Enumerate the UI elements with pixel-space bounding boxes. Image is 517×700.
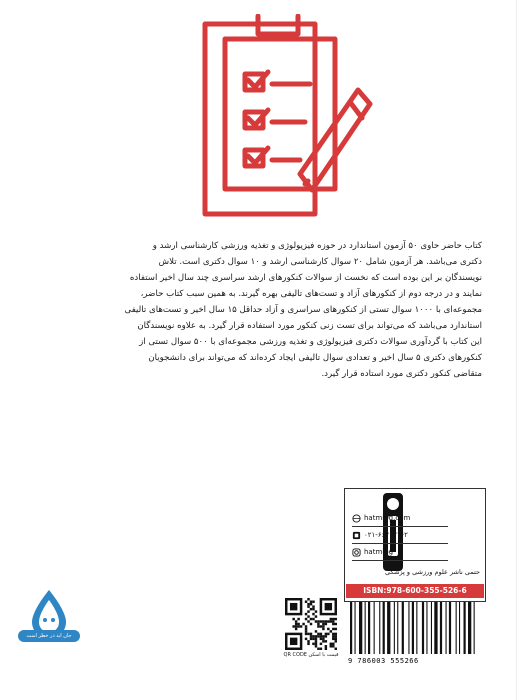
qr-module <box>307 603 309 605</box>
qr-module <box>310 623 312 625</box>
qr-module <box>310 608 312 610</box>
qr-module <box>320 620 322 622</box>
qr-module <box>325 645 327 647</box>
publisher-tagline: حتمی ناشر علوم ورزشی و پزشکی <box>385 568 480 576</box>
barcode-bar <box>474 602 475 654</box>
qr-module <box>307 605 309 607</box>
barcode-bar <box>397 602 398 654</box>
qr-module <box>317 648 319 650</box>
qr-module <box>335 628 337 630</box>
qr-module <box>332 638 334 640</box>
phone-row <box>352 527 448 544</box>
qr-module <box>332 645 334 647</box>
qr-module <box>327 633 329 635</box>
qr-module <box>325 633 327 635</box>
barcode-bar <box>402 602 404 654</box>
qr-module <box>317 625 319 627</box>
qr-module <box>335 648 337 650</box>
qr-module <box>307 598 309 600</box>
qr-module <box>330 643 332 645</box>
barcode-bar <box>359 602 362 654</box>
barcode-bar <box>387 602 390 654</box>
qr-module <box>312 605 314 607</box>
qr-module <box>312 643 314 645</box>
description-line: متقاضی کنکور دکتری مورد استاده قرار گیرد. <box>321 369 482 379</box>
qr-module <box>322 625 324 627</box>
book-description <box>36 238 482 382</box>
qr-module <box>312 608 314 610</box>
qr-module <box>332 618 334 620</box>
qr-module <box>295 620 297 622</box>
barcode-bar <box>350 602 352 654</box>
qr-module <box>307 643 309 645</box>
qr-module <box>320 648 322 650</box>
qr-module <box>305 600 307 602</box>
website-text: hatmipg.com <box>364 514 411 522</box>
qr-module <box>297 625 299 627</box>
website-row <box>352 510 448 527</box>
instagram-row <box>352 544 448 561</box>
qr-module <box>335 640 337 642</box>
qr-module <box>330 645 332 647</box>
qr-module <box>335 618 337 620</box>
qr-module <box>332 635 334 637</box>
qr-module <box>315 615 317 617</box>
qr-module <box>292 625 294 627</box>
qr-module <box>307 640 309 642</box>
barcode-bar <box>459 602 460 654</box>
barcode-bar <box>416 602 417 654</box>
qr-module <box>310 635 312 637</box>
barcode-bar <box>431 602 432 654</box>
qr-module <box>315 620 317 622</box>
qr-module <box>325 620 327 622</box>
qr-module <box>322 623 324 625</box>
qr-module <box>290 603 297 610</box>
barcode-bar <box>365 602 366 654</box>
barcode-bar <box>440 602 442 654</box>
barcode-bar <box>383 602 385 654</box>
phone-icon <box>352 531 361 540</box>
qr-module <box>312 600 314 602</box>
barcode-bar <box>456 602 457 654</box>
barcode-bar <box>394 602 395 654</box>
qr-module <box>335 635 337 637</box>
qr-module <box>322 638 324 640</box>
qr-module <box>315 643 317 645</box>
qr-module <box>330 630 332 632</box>
qr-module <box>305 630 307 632</box>
qr-module <box>320 633 322 635</box>
checklist-pencil-icon <box>200 14 380 219</box>
qr-module <box>335 633 337 635</box>
qr-module <box>332 628 334 630</box>
barcode-bar <box>374 602 375 654</box>
qr-module <box>325 648 327 650</box>
barcode-number: 9 786003 555266 <box>348 657 419 665</box>
barcode-bar <box>379 602 380 654</box>
qr-module <box>310 600 312 602</box>
barcode-bar <box>408 602 409 654</box>
qr-module <box>307 615 309 617</box>
qr-module <box>305 618 307 620</box>
qr-module <box>315 640 317 642</box>
qr-module <box>320 625 322 627</box>
description-line: نویسندگان بر این بوده است که نخست از سوالات کنکورهای ارشد سراسری چند سال اخیر استفاده <box>129 273 482 283</box>
qr-module <box>297 618 299 620</box>
qr-module <box>327 628 329 630</box>
qr-module <box>320 638 322 640</box>
barcode-bar <box>368 602 370 654</box>
qr-module <box>305 633 307 635</box>
qr-module <box>335 638 337 640</box>
qr-module <box>325 603 332 610</box>
description-line: کنکورهای دکتری ۵ سال اخیر و تعدادی سوال تالیفی ایجاد کرده‌اند که می‌تواند برای دانشجویان <box>148 353 482 363</box>
qr-module <box>295 625 297 627</box>
barcode-bar <box>449 602 451 654</box>
qr-module <box>320 643 322 645</box>
qr-module <box>317 620 319 622</box>
qr-module <box>332 633 334 635</box>
qr-module <box>317 635 319 637</box>
qr-module <box>322 640 324 642</box>
description-line: این کتاب با گردآوری سوالات دکتری فیزیولوژی و تغذیه ورزشی مجموعه‌ای با ۵۰۰ سوال تستی از <box>139 337 482 347</box>
qr-module <box>315 645 317 647</box>
qr-module <box>332 623 334 625</box>
instagram-text: hatmipg <box>364 548 394 556</box>
description-line: استاندارد می‌باشد که می‌تواند برای تست زنی کنکور مورد استفاده قرار گیرد. به علاوه نویسندگان <box>137 321 482 331</box>
qr-module <box>315 638 317 640</box>
qr-caption: قیمت با اسکن QR CODE <box>283 652 339 658</box>
barcode-bar <box>464 602 466 654</box>
phone-text: ۰۲۱-۶۶۴۰۳۱۶۲ <box>364 531 408 539</box>
qr-module <box>315 635 317 637</box>
qr-code[interactable] <box>285 598 337 650</box>
qr-module <box>295 623 297 625</box>
barcode-bar <box>446 602 447 654</box>
qr-module <box>310 618 312 620</box>
qr-module <box>332 620 334 622</box>
qr-module <box>322 620 324 622</box>
qr-module <box>320 635 322 637</box>
qr-module <box>297 623 299 625</box>
qr-module <box>310 633 312 635</box>
description-line: نمایند و در درجه دوم از کنکورهای آزاد و تست‌های تالیفی بهره گیرند. به همین سبب کتاب حاضر، <box>140 289 482 299</box>
description-line: مجموعه‌ای با ۱۰۰۰ سوال تستی از کنکورهای سراسری و آزاد حداقل ۱۵ سال اخیر و تست‌های تالیفی <box>124 305 482 315</box>
qr-module <box>335 623 337 625</box>
description-line: دکتری می‌باشد. هر آزمون شامل ۲۰ سوال کارشناسی ارشد و ۱۰ سوال دکتری است. تلاش <box>158 257 482 267</box>
badge-label: جان ابد در خطر است <box>18 630 80 642</box>
qr-module <box>330 620 332 622</box>
description-line: کتاب حاضر حاوی ۵۰ آزمون استاندارد در حوزه فیزیولوژی و تغذیه ورزشی کارشناسی ارشد و <box>152 241 482 251</box>
qr-module <box>330 618 332 620</box>
qr-module <box>310 603 312 605</box>
qr-module <box>312 613 314 615</box>
barcode-bar <box>355 602 356 654</box>
barcode-bar <box>468 602 471 654</box>
qr-module <box>325 640 327 642</box>
globe-icon <box>352 514 361 523</box>
barcode-bar <box>412 602 414 654</box>
isbn-label: ISBN:978-600-355-526-6 <box>346 584 484 598</box>
qr-module <box>312 618 314 620</box>
barcode-bar <box>434 602 437 654</box>
qr-module <box>315 630 317 632</box>
qr-module <box>312 635 314 637</box>
publisher-contact <box>352 510 448 561</box>
qr-module <box>305 638 307 640</box>
qr-module <box>332 643 334 645</box>
qr-module <box>325 623 327 625</box>
qr-module <box>310 638 312 640</box>
barcode-bar <box>426 602 427 654</box>
qr-module <box>322 635 324 637</box>
barcode-bar <box>422 602 424 654</box>
qr-module <box>295 628 297 630</box>
qr-module <box>315 610 317 612</box>
qr-module <box>312 638 314 640</box>
qr-module <box>327 620 329 622</box>
barcode <box>346 600 484 656</box>
qr-module <box>307 620 309 622</box>
qr-module <box>322 628 324 630</box>
qr-module <box>290 638 297 645</box>
qr-module <box>305 613 307 615</box>
instagram-icon <box>352 548 361 557</box>
qr-module <box>307 633 309 635</box>
qr-module <box>305 625 307 627</box>
qr-module <box>300 625 302 627</box>
qr-module <box>317 633 319 635</box>
qr-module <box>307 610 309 612</box>
qr-module <box>325 635 327 637</box>
qr-module <box>292 618 294 620</box>
qr-module <box>317 623 319 625</box>
qr-module <box>302 623 304 625</box>
qr-module <box>305 628 307 630</box>
